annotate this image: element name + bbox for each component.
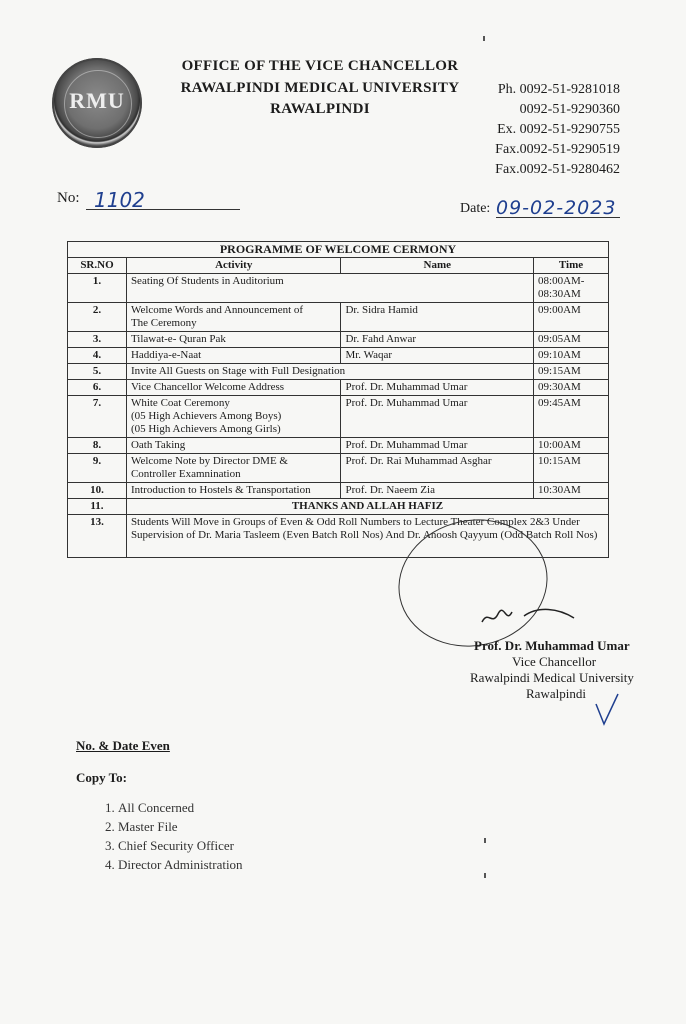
contact-phone-1: Ph. 0092-51-9281018 [497,82,620,97]
row-activity: Introduction to Hostels & Transportation [126,483,341,499]
row-sr: 7. [68,396,127,438]
table-row [68,303,609,332]
row-activity: Haddiya-e-Naat [126,348,341,364]
list-item: 1. All Concerned [118,798,243,817]
row-name: Prof. Dr. Muhammad Umar [341,396,534,438]
programme-table [67,241,609,558]
programme-title: PROGRAMME OF WELCOME CERMONY [68,242,609,258]
row-time: 09:10AM [534,348,609,364]
list-item: 4. Director Administration [118,855,243,874]
ref-no-label: No: [57,190,80,206]
signature-scribble [478,602,578,632]
row-activity: Oath Taking [126,438,341,454]
row-activity: Students Will Move in Groups of Even & Odd Roll Numbers to Lecture Theater Complex 2&3 Under Supervision of Dr. Maria Tasleem (Even Batch Roll Nos) And Dr. Anoosh Qayyum (Odd Batch Roll Nos) [126,515,608,558]
ref-no-underline [86,209,240,210]
row-sr: 9. [68,454,127,483]
table-row [68,348,609,364]
ref-no-value: 1102 [94,188,145,212]
row-time: 09:45AM [534,396,609,438]
row-activity: Welcome Note by Director DME & Controller Examnination [126,454,341,483]
ref-line: No. & Date Even [76,738,170,753]
signatory-name: Prof. Dr. Muhammad Umar [474,638,630,653]
row-activity: Tilawat-e- Quran Pak [126,332,341,348]
stray-mark [483,36,485,41]
row-name: Prof. Dr. Muhammad Umar [341,438,534,454]
table-row [68,380,609,396]
table-row [68,499,609,515]
row-time: 10:00AM [534,438,609,454]
row-name: Prof. Dr. Naeem Zia [341,483,534,499]
contact-fax-2: Fax.0092-51-9280462 [495,162,620,177]
row-sr: 10. [68,483,127,499]
date-underline [496,217,620,218]
row-time: 09:15AM [534,364,609,380]
row-time: 08:00AM- 08:30AM [534,274,609,303]
copy-to-list [96,798,243,874]
signatory-org: Rawalpindi Medical University [470,670,634,685]
contact-fax-1: Fax.0092-51-9290519 [495,142,620,157]
row-sr: 3. [68,332,127,348]
row-sr: 5. [68,364,127,380]
contact-extension: Ex. 0092-51-9290755 [497,122,620,137]
row-name: Prof. Dr. Rai Muhammad Asghar [341,454,534,483]
table-row [68,332,609,348]
contact-block [494,80,620,180]
office-title: OFFICE OF THE VICE CHANCELLOR [181,58,459,74]
header-time: Time [534,258,609,274]
row-sr: 11. [68,499,127,515]
row-name: Dr. Sidra Hamid [341,303,534,332]
university-logo [52,58,142,148]
contact-phone-2: 0092-51-9290360 [519,102,620,117]
signatory-city: Rawalpindi [526,686,586,701]
row-name: Mr. Waqar [341,348,534,364]
row-time: 09:30AM [534,380,609,396]
row-activity: White Coat Ceremony (05 High Achievers Among Boys) (05 High Achievers Among Girls) [126,396,341,438]
row-sr: 8. [68,438,127,454]
row-sr: 2. [68,303,127,332]
row-time: 10:30AM [534,483,609,499]
row-activity: Seating Of Students in Auditorium [126,274,533,303]
list-item: 2. Master File [118,817,243,836]
city-title: RAWALPINDI [270,101,370,117]
row-activity: THANKS AND ALLAH HAFIZ [126,499,608,515]
row-activity: Vice Chancellor Welcome Address [126,380,341,396]
header-name: Name [341,258,534,274]
table-row [68,364,609,380]
stray-mark [484,838,486,843]
header-sr: SR.NO [68,258,127,274]
list-item: 3. Chief Security Officer [118,836,243,855]
row-sr: 4. [68,348,127,364]
row-time: 10:15AM [534,454,609,483]
row-sr: 1. [68,274,127,303]
table-row [68,274,609,303]
logo-monogram: RMU [69,88,125,113]
date-label: Date: [460,201,491,216]
stray-mark [484,873,486,878]
row-name: Dr. Fahd Anwar [341,332,534,348]
table-row [68,454,609,483]
date-value: 09-02-2023 [496,197,617,219]
initial-mark [592,690,622,730]
table-row [68,396,609,438]
table-row [68,438,609,454]
signatory-title: Vice Chancellor [512,654,597,669]
row-activity: Welcome Words and Announcement of The Ceremony [126,303,341,332]
row-activity: Invite All Guests on Stage with Full Designation [126,364,533,380]
row-name: Prof. Dr. Muhammad Umar [341,380,534,396]
university-title: RAWALPINDI MEDICAL UNIVERSITY [180,80,460,96]
table-row [68,483,609,499]
header-activity: Activity [126,258,341,274]
row-time: 09:00AM [534,303,609,332]
row-time: 09:05AM [534,332,609,348]
copy-to-label: Copy To: [76,770,127,785]
row-sr: 6. [68,380,127,396]
row-sr: 13. [68,515,127,558]
